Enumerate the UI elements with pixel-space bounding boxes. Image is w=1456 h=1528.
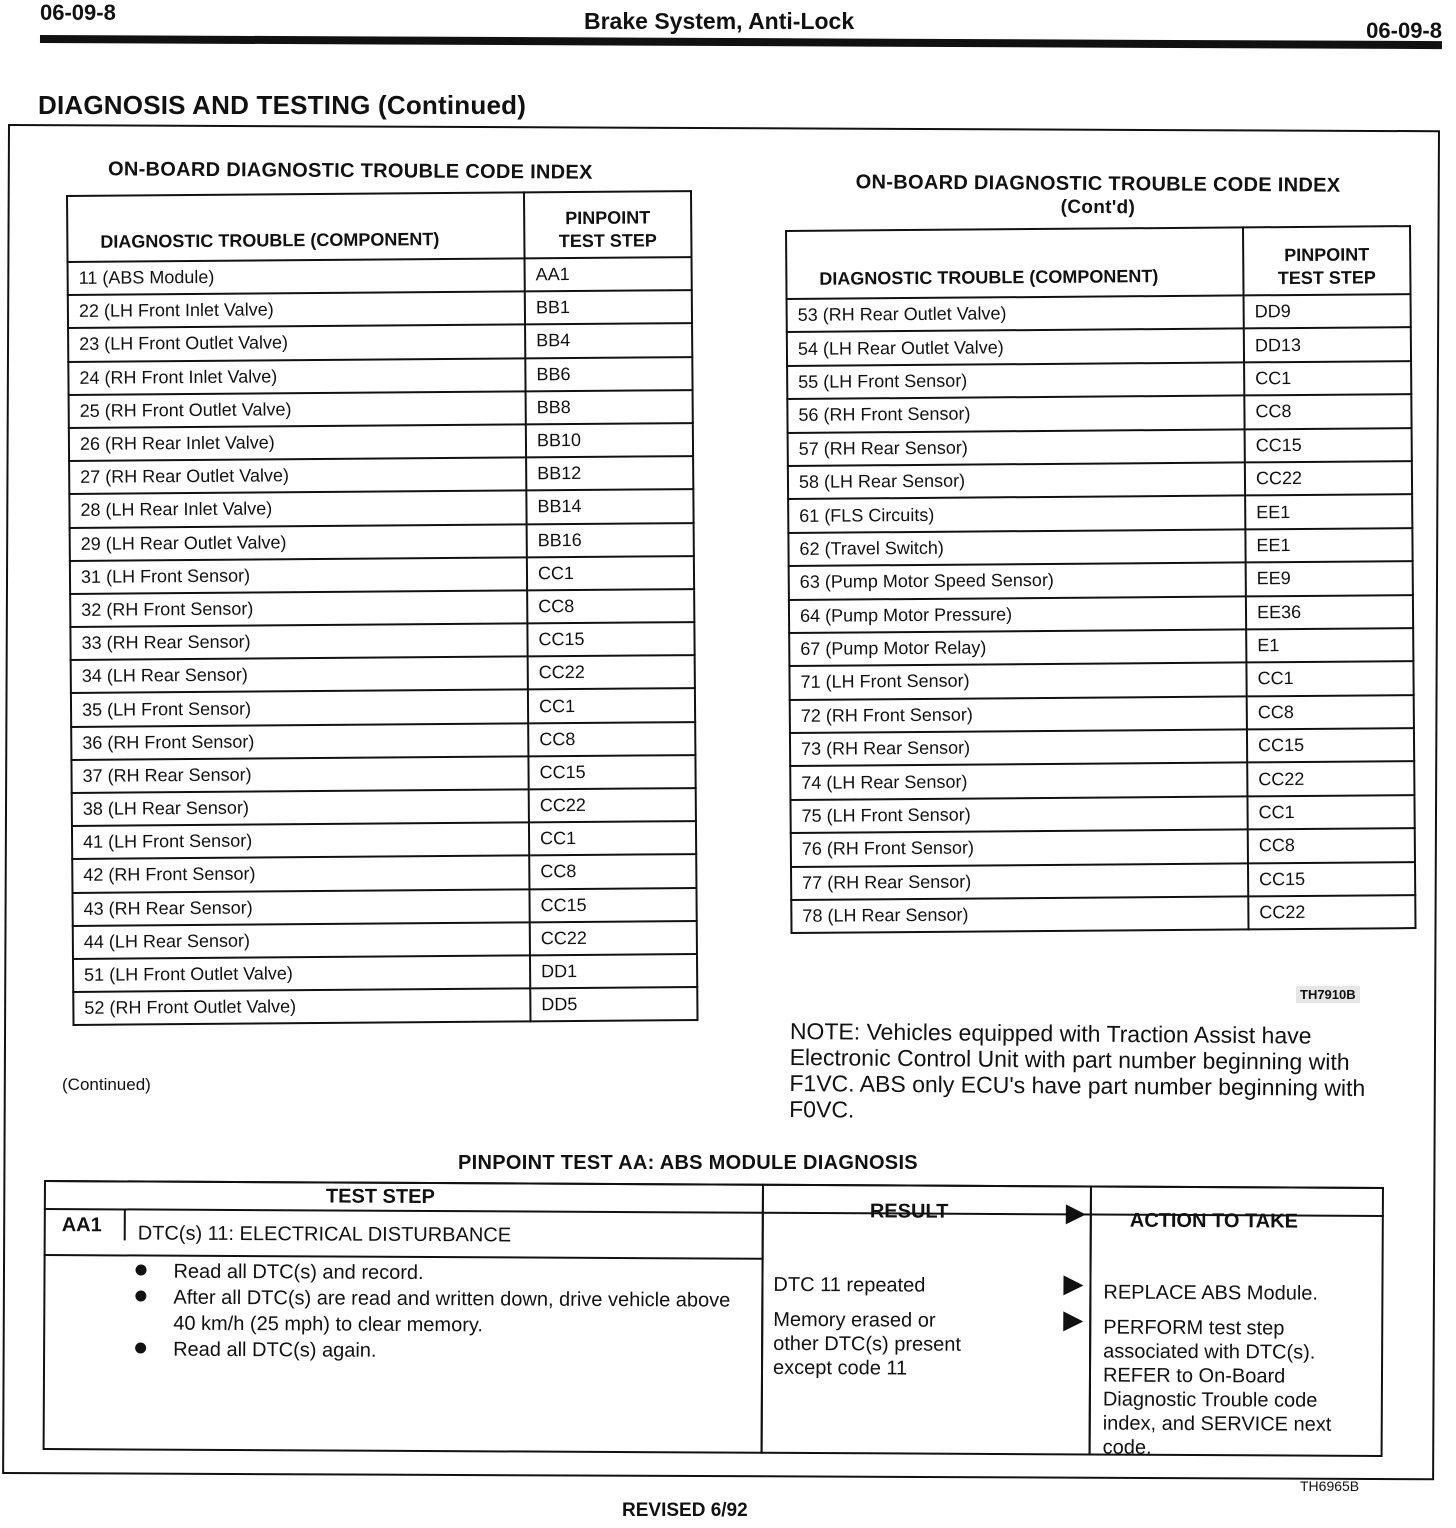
pinpoint-step-cell: CC15 — [527, 622, 694, 656]
table-row — [70, 556, 694, 594]
dtc-component-cell: 71 (LH Front Sensor) — [789, 663, 1246, 700]
table-row — [73, 921, 697, 959]
result-2-arrow-icon — [1063, 1311, 1083, 1331]
pinpoint-step-cell: CC8 — [528, 722, 695, 756]
pinpoint-step-cell: AA1 — [525, 257, 692, 291]
dtc-index-table-right — [785, 225, 1417, 934]
pinpoint-step-cell: BB12 — [526, 456, 693, 490]
table-row — [791, 828, 1415, 866]
pinpoint-step-cell: DD1 — [530, 954, 697, 988]
table-row — [70, 622, 694, 660]
dtc-component-cell: 61 (FLS Circuits) — [788, 496, 1245, 533]
pinpoint-step-cell: CC15 — [1248, 862, 1415, 897]
dtc-component-cell: 52 (RH Front Outlet Valve) — [73, 989, 530, 1026]
dtc-index-table-left — [66, 190, 699, 1026]
step-title: DTC(s) 11: ELECTRICAL DISTURBANCE — [137, 1222, 512, 1247]
pinpoint-step-cell: EE36 — [1246, 595, 1413, 630]
table-row — [787, 361, 1411, 399]
dtc-component-cell: 57 (RH Rear Sensor) — [788, 429, 1245, 466]
pinpoint-step-cell: CC15 — [529, 888, 696, 922]
action-2: PERFORM test step associated with DTC(s). REFER to On-Board Diagnostic Trouble code index, and SERVICE next code. — [1102, 1316, 1332, 1459]
pinpoint-step-cell: CC15 — [1245, 428, 1412, 463]
header-action: ACTION TO TAKE — [1129, 1209, 1299, 1233]
pinpoint-step-cell: CC1 — [1246, 661, 1413, 696]
dtc-component-cell: 44 (LH Rear Sensor) — [73, 922, 530, 959]
table-row — [791, 862, 1415, 900]
pinpoint-step-cell: DD5 — [530, 987, 697, 1021]
bullet-dot-icon — [136, 1264, 147, 1275]
figure-id-pinpoint: TH6965B — [1300, 1478, 1360, 1494]
header-rule — [40, 35, 1442, 49]
pinpoint-step-cell: CC8 — [1244, 394, 1411, 429]
dtc-component-cell: 55 (LH Front Sensor) — [787, 362, 1244, 399]
pinpoint-step-cell: BB4 — [525, 323, 692, 357]
header-test-step: TEST STEP — [325, 1185, 435, 1209]
result-2: Memory erased or other DTC(s) present except code 11 — [772, 1308, 962, 1380]
table-row — [69, 489, 693, 527]
dtc-component-cell: 43 (RH Rear Sensor) — [72, 889, 529, 926]
pinpoint-step-cell: CC8 — [1247, 695, 1414, 730]
pinpoint-step-cell: BB10 — [526, 423, 693, 457]
pinpoint-step-cell: EE1 — [1245, 528, 1412, 563]
table-row — [790, 728, 1414, 766]
pinpoint-step-cell: CC1 — [528, 689, 695, 723]
dtc-component-cell: 72 (RH Front Sensor) — [790, 696, 1247, 733]
table-row — [72, 821, 696, 859]
bullet-text: After all DTC(s) are read and written down, drive vehicle above 40 km/h (25 mph) to clear memory. — [173, 1286, 731, 1337]
table-row — [71, 689, 695, 727]
dtc-component-cell: 33 (RH Rear Sensor) — [70, 623, 527, 660]
bullet-text: Read all DTC(s) and record. — [173, 1260, 424, 1284]
dtc-component-cell: 32 (RH Front Sensor) — [70, 590, 527, 627]
dtc-component-cell: 76 (RH Front Sensor) — [791, 830, 1248, 867]
pinpoint-step-cell: BB1 — [525, 290, 692, 324]
table-row — [71, 755, 695, 793]
pinpoint-step-cell: CC1 — [529, 821, 696, 855]
table-row — [70, 589, 694, 627]
dtc-component-cell: 27 (RH Rear Outlet Valve) — [69, 458, 526, 495]
pinpoint-step-cell: CC8 — [529, 854, 696, 888]
dtc-component-cell: 41 (LH Front Sensor) — [72, 823, 529, 860]
table-row — [787, 394, 1411, 432]
table-row — [71, 655, 695, 693]
pinpoint-step-cell: BB16 — [527, 523, 694, 557]
bullet-dot-icon — [135, 1342, 146, 1353]
left-table-title: ON-BOARD DIAGNOSTIC TROUBLE CODE INDEX — [107, 158, 593, 184]
pinpoint-step-cell: CC22 — [529, 788, 696, 822]
pinpoint-step-cell: CC8 — [527, 589, 694, 623]
figure-id-index: TH7910B — [1296, 986, 1360, 1003]
table-row — [788, 528, 1412, 566]
dtc-component-cell: 78 (LH Rear Sensor) — [791, 896, 1248, 933]
dtc-component-cell: 77 (RH Rear Sensor) — [791, 863, 1248, 900]
dtc-component-cell: 54 (LH Rear Outlet Valve) — [787, 329, 1244, 366]
column-header-test-step — [1243, 226, 1411, 295]
table-row — [72, 888, 696, 926]
table-row — [69, 423, 693, 461]
dtc-component-cell: 74 (LH Rear Sensor) — [790, 763, 1247, 800]
pinpoint-step-cell: DD9 — [1244, 294, 1411, 329]
table-row — [789, 628, 1413, 666]
dtc-component-cell: 51 (LH Front Outlet Valve) — [73, 955, 530, 992]
pinpoint-step-cell: CC22 — [1248, 895, 1415, 930]
table-row — [71, 722, 695, 760]
table-row — [790, 695, 1414, 733]
table-row — [69, 390, 693, 428]
pinpoint-step-cell: CC8 — [1248, 828, 1415, 863]
table-row — [70, 523, 694, 561]
table-row — [68, 357, 692, 395]
section-title: DIAGNOSIS AND TESTING (Continued) — [38, 90, 527, 120]
column-header-component: DIAGNOSTIC TROUBLE (COMPONENT) — [67, 192, 525, 262]
step-id: AA1 — [61, 1214, 102, 1237]
result-1-arrow-icon — [1063, 1275, 1083, 1295]
result-1: DTC 11 repeated — [773, 1273, 926, 1297]
bullet-text: Read all DTC(s) again. — [173, 1338, 377, 1362]
header-line-2: TEST STEP — [1277, 267, 1376, 289]
dtc-component-cell: 36 (RH Front Sensor) — [71, 723, 528, 760]
pinpoint-step-cell: CC1 — [1247, 795, 1414, 830]
column-header-component: DIAGNOSTIC TROUBLE (COMPONENT) — [786, 227, 1244, 299]
table-row — [787, 327, 1411, 365]
dtc-component-cell: 42 (RH Front Sensor) — [72, 856, 529, 893]
dtc-component-cell: 22 (LH Front Inlet Valve) — [68, 292, 525, 329]
table-row — [787, 294, 1411, 332]
dtc-component-cell: 56 (RH Front Sensor) — [787, 396, 1244, 433]
table-row — [789, 595, 1413, 633]
right-table-title — [826, 170, 1370, 222]
pinpoint-step-cell: CC1 — [1244, 361, 1411, 396]
dtc-component-cell: 24 (RH Front Inlet Valve) — [68, 358, 525, 395]
step-id-divider — [124, 1210, 126, 1240]
column-header-test-step — [524, 191, 692, 258]
table-row — [72, 788, 696, 826]
header-result: RESULT — [869, 1200, 949, 1223]
step-bullet-3 — [173, 1337, 733, 1366]
pinpoint-step-cell: CC15 — [528, 755, 695, 789]
pinpoint-step-cell: CC22 — [1245, 461, 1412, 496]
pinpoint-step-cell: E1 — [1246, 628, 1413, 663]
dtc-component-cell: 23 (LH Front Outlet Valve) — [68, 325, 525, 362]
action-1: REPLACE ABS Module. — [1103, 1281, 1319, 1305]
pinpoint-step-cell: EE1 — [1245, 494, 1412, 529]
table-row — [788, 461, 1412, 499]
right-title-line-2: (Cont'd) — [1060, 196, 1136, 219]
table-row — [788, 428, 1412, 466]
table-row — [73, 987, 697, 1025]
dtc-component-cell: 67 (Pump Motor Relay) — [789, 629, 1246, 666]
dtc-component-cell: 63 (Pump Motor Speed Sensor) — [789, 563, 1246, 600]
table-row — [789, 561, 1413, 599]
dtc-component-cell: 73 (RH Rear Sensor) — [790, 729, 1247, 766]
table-row — [790, 762, 1414, 800]
table-row — [790, 795, 1414, 833]
page-header-title: Brake System, Anti-Lock — [584, 8, 855, 34]
continued-note: (Continued) — [62, 1075, 151, 1094]
dtc-component-cell: 35 (LH Front Sensor) — [71, 690, 528, 727]
dtc-component-cell: 11 (ABS Module) — [68, 258, 525, 295]
dtc-component-cell: 29 (LH Rear Outlet Valve) — [70, 524, 527, 561]
dtc-component-cell: 25 (RH Front Outlet Valve) — [69, 391, 526, 428]
table-row — [791, 895, 1415, 933]
dtc-component-cell: 38 (LH Rear Sensor) — [72, 789, 529, 826]
table-row — [788, 494, 1412, 532]
table-row — [68, 323, 692, 361]
table-row — [72, 854, 696, 892]
table-row — [69, 456, 693, 494]
pinpoint-step-cell: EE9 — [1246, 561, 1413, 596]
dtc-component-cell: 64 (Pump Motor Pressure) — [789, 596, 1246, 633]
dtc-component-cell: 53 (RH Rear Outlet Valve) — [787, 295, 1244, 332]
pinpoint-step-cell: CC22 — [1247, 762, 1414, 797]
page-number-left: 06-09-8 — [40, 0, 116, 25]
pinpoint-step-cell: CC22 — [528, 655, 695, 689]
pinpoint-step-cell: CC1 — [527, 556, 694, 590]
page-number-right: 06-09-8 — [1366, 18, 1442, 43]
dtc-component-cell: 28 (LH Rear Inlet Valve) — [69, 491, 526, 528]
dtc-component-cell: 34 (LH Rear Sensor) — [71, 657, 528, 694]
traction-assist-note: NOTE: Vehicles equipped with Traction Assist have Electronic Control Unit with part number beginning with F1VC. ABS only ECU's have part number beginning with F0VC. — [789, 1018, 1366, 1123]
pinpoint-step-cell: BB14 — [526, 489, 693, 523]
pinpoint-test-table — [43, 1180, 1384, 1457]
dtc-component-cell: 37 (RH Rear Sensor) — [71, 756, 528, 793]
dtc-component-cell: 26 (RH Rear Inlet Valve) — [69, 424, 526, 461]
dtc-component-cell: 58 (LH Rear Sensor) — [788, 462, 1245, 499]
pinpoint-step-cell: BB8 — [526, 390, 693, 424]
step-bullet-2 — [173, 1285, 733, 1340]
header-line-2: TEST STEP — [558, 230, 657, 252]
pinpoint-step-cell: CC15 — [1247, 728, 1414, 763]
table-row — [73, 954, 697, 992]
bullet-dot-icon — [135, 1290, 146, 1301]
table-row — [789, 661, 1413, 699]
pinpoint-step-cell: DD13 — [1244, 327, 1411, 362]
pinpoint-test-title: PINPOINT TEST AA: ABS MODULE DIAGNOSIS — [458, 1152, 918, 1174]
table-row — [68, 257, 692, 295]
dtc-component-cell: 62 (Travel Switch) — [788, 529, 1245, 566]
pinpoint-step-cell: CC22 — [530, 921, 697, 955]
header-line-1: PINPOINT — [1284, 244, 1370, 266]
dtc-component-cell: 75 (LH Front Sensor) — [790, 796, 1247, 833]
revision-footer: REVISED 6/92 — [622, 1500, 748, 1521]
dtc-component-cell: 31 (LH Front Sensor) — [70, 557, 527, 594]
step-bullet-1 — [173, 1259, 733, 1288]
right-title-line-1: ON-BOARD DIAGNOSTIC TROUBLE CODE INDEX — [855, 171, 1341, 197]
header-line-1: PINPOINT — [565, 207, 651, 229]
result-arrow-icon — [1066, 1204, 1086, 1224]
pinpoint-step-cell: BB6 — [525, 357, 692, 391]
table-row — [68, 290, 692, 328]
